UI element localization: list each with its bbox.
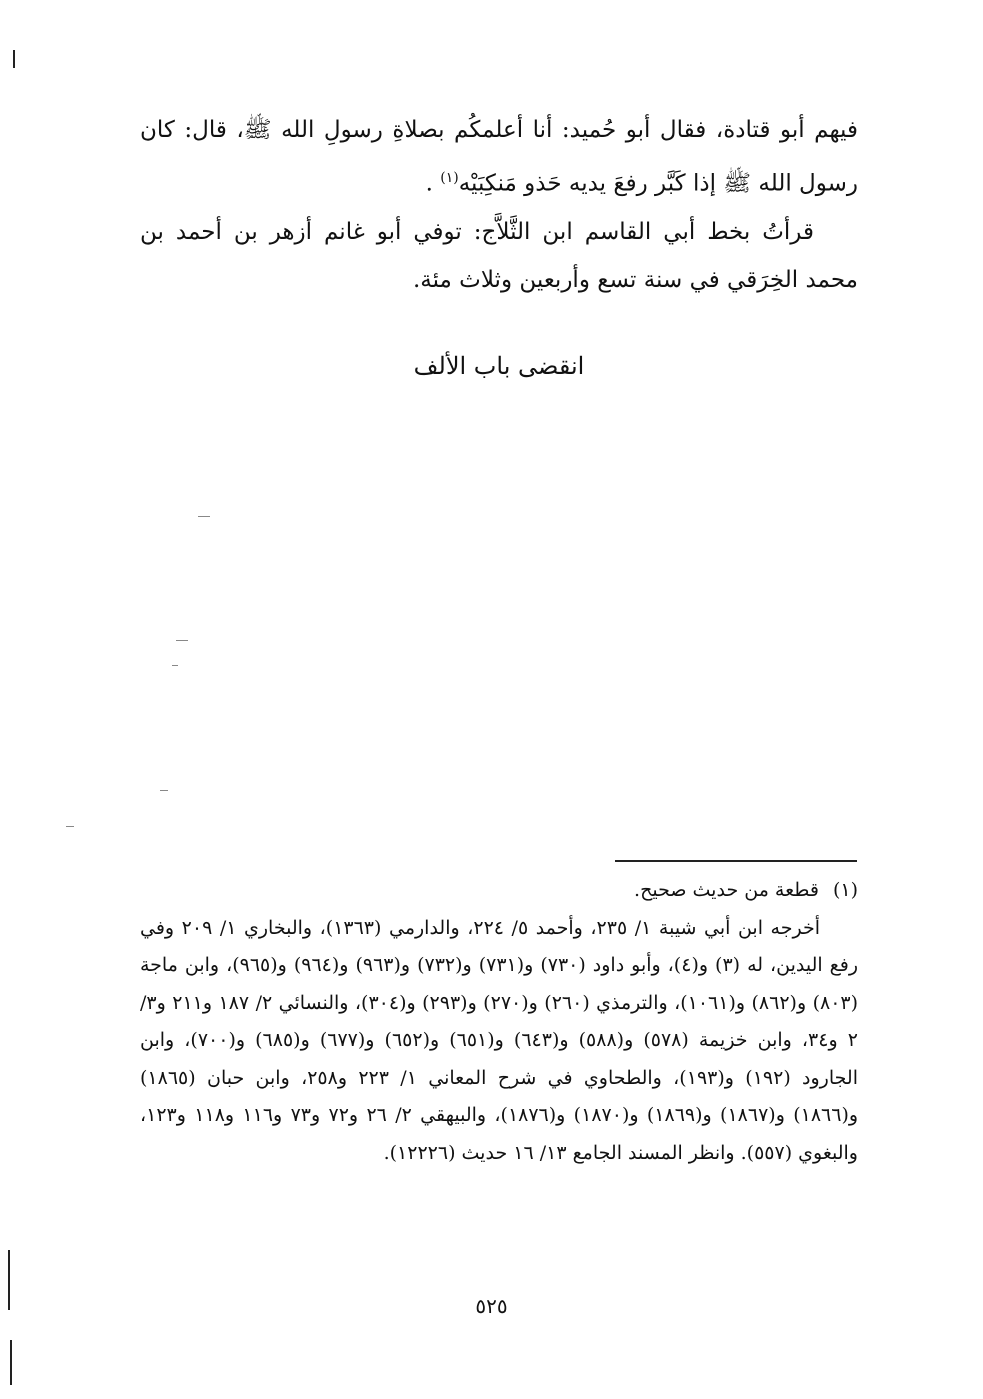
main-paragraph-2: قرأتُ بخط أبي القاسم ابن الثَّلاَّج: توفي أبو غانم أزهر بن أحمد بن محمد الخِرَقي في سنة تسع وأربعين وثلاث مئة. — [140, 218, 858, 293]
main-paragraph-1 — [140, 106, 858, 208]
paragraph-1-end: . — [425, 170, 441, 197]
scan-speck — [160, 790, 168, 791]
footnote-first-line: قطعة من حديث صحيح. — [634, 879, 819, 901]
scan-margin-mark-top — [13, 50, 15, 68]
section-end-heading: انقضى باب الألف — [413, 352, 585, 380]
footnote-body: أخرجه ابن أبي شيبة ١/ ٢٣٥، وأحمد ٥/ ٢٢٤، والدارمي (١٣٦٣)، والبخاري ١/ ٢٠٩ وفي رفع اليدين، له (٣) و(٤)، وأبو داود (٧٣٠) و(٧٣١) و(٧٣٢) و(٩٦٣) و(٩٦٤) و(٩٦٥)، وابن ماجة (٨٠٣) و(٨٦٢) و(١٠٦١)، والترمذي (٢٦٠) و(٢٧٠) و(٢٩٣) و(٣٠٤)، والنسائي ٢/ ١٨٧ و٢١١ و٣/ ٢ و٣٤، وابن خزيمة (٥٧٨) و(٥٨٨) و(٦٤٣) و(٦٥١) و(٦٥٢) و(٦٧٧) و(٦٨٥) و(٧٠٠)، وابن الجارود (١٩٢) و(١٩٣)، والطحاوي في شرح المعاني ١/ ٢٢٣ و٢٥٨، وابن حبان (١٨٦٥) و(١٨٦٦) و(١٨٦٧) و(١٨٦٩) و(١٨٧٠) و(١٨٧٦)، والبيهقي ٢/ ٢٦ و٧٢ و٧٣ و١١٦ و١١٨ و١٢٣، والبغوي (٥٥٧). وانظر المسند الجامع ١٣/ ١٦ حديث (١٢٢٢٦). — [140, 916, 859, 1164]
footnotes — [140, 872, 858, 1172]
scan-speck — [198, 516, 210, 517]
footnote-1-heading — [140, 872, 858, 910]
scan-margin-mark-bottom-2 — [10, 1340, 12, 1385]
scan-speck — [172, 665, 178, 666]
footnote-reference: (١) — [440, 170, 459, 186]
paragraph-1-text: فيهم أبو قتادة، فقال أبو حُميد: أنا أعلمكُم بصلاةِ رسولِ الله ﷺ، قال: كان رسول الله ﷺ إذا كَبَّر رفعَ يديه حَذو مَنكِبَيْه — [140, 117, 858, 197]
footnote-marker: (١) — [832, 879, 858, 901]
scan-speck — [66, 826, 74, 827]
page-number: ٥٢٥ — [475, 1294, 508, 1318]
footnote-separator — [615, 860, 857, 862]
scan-speck — [176, 640, 188, 641]
main-text — [140, 106, 858, 304]
